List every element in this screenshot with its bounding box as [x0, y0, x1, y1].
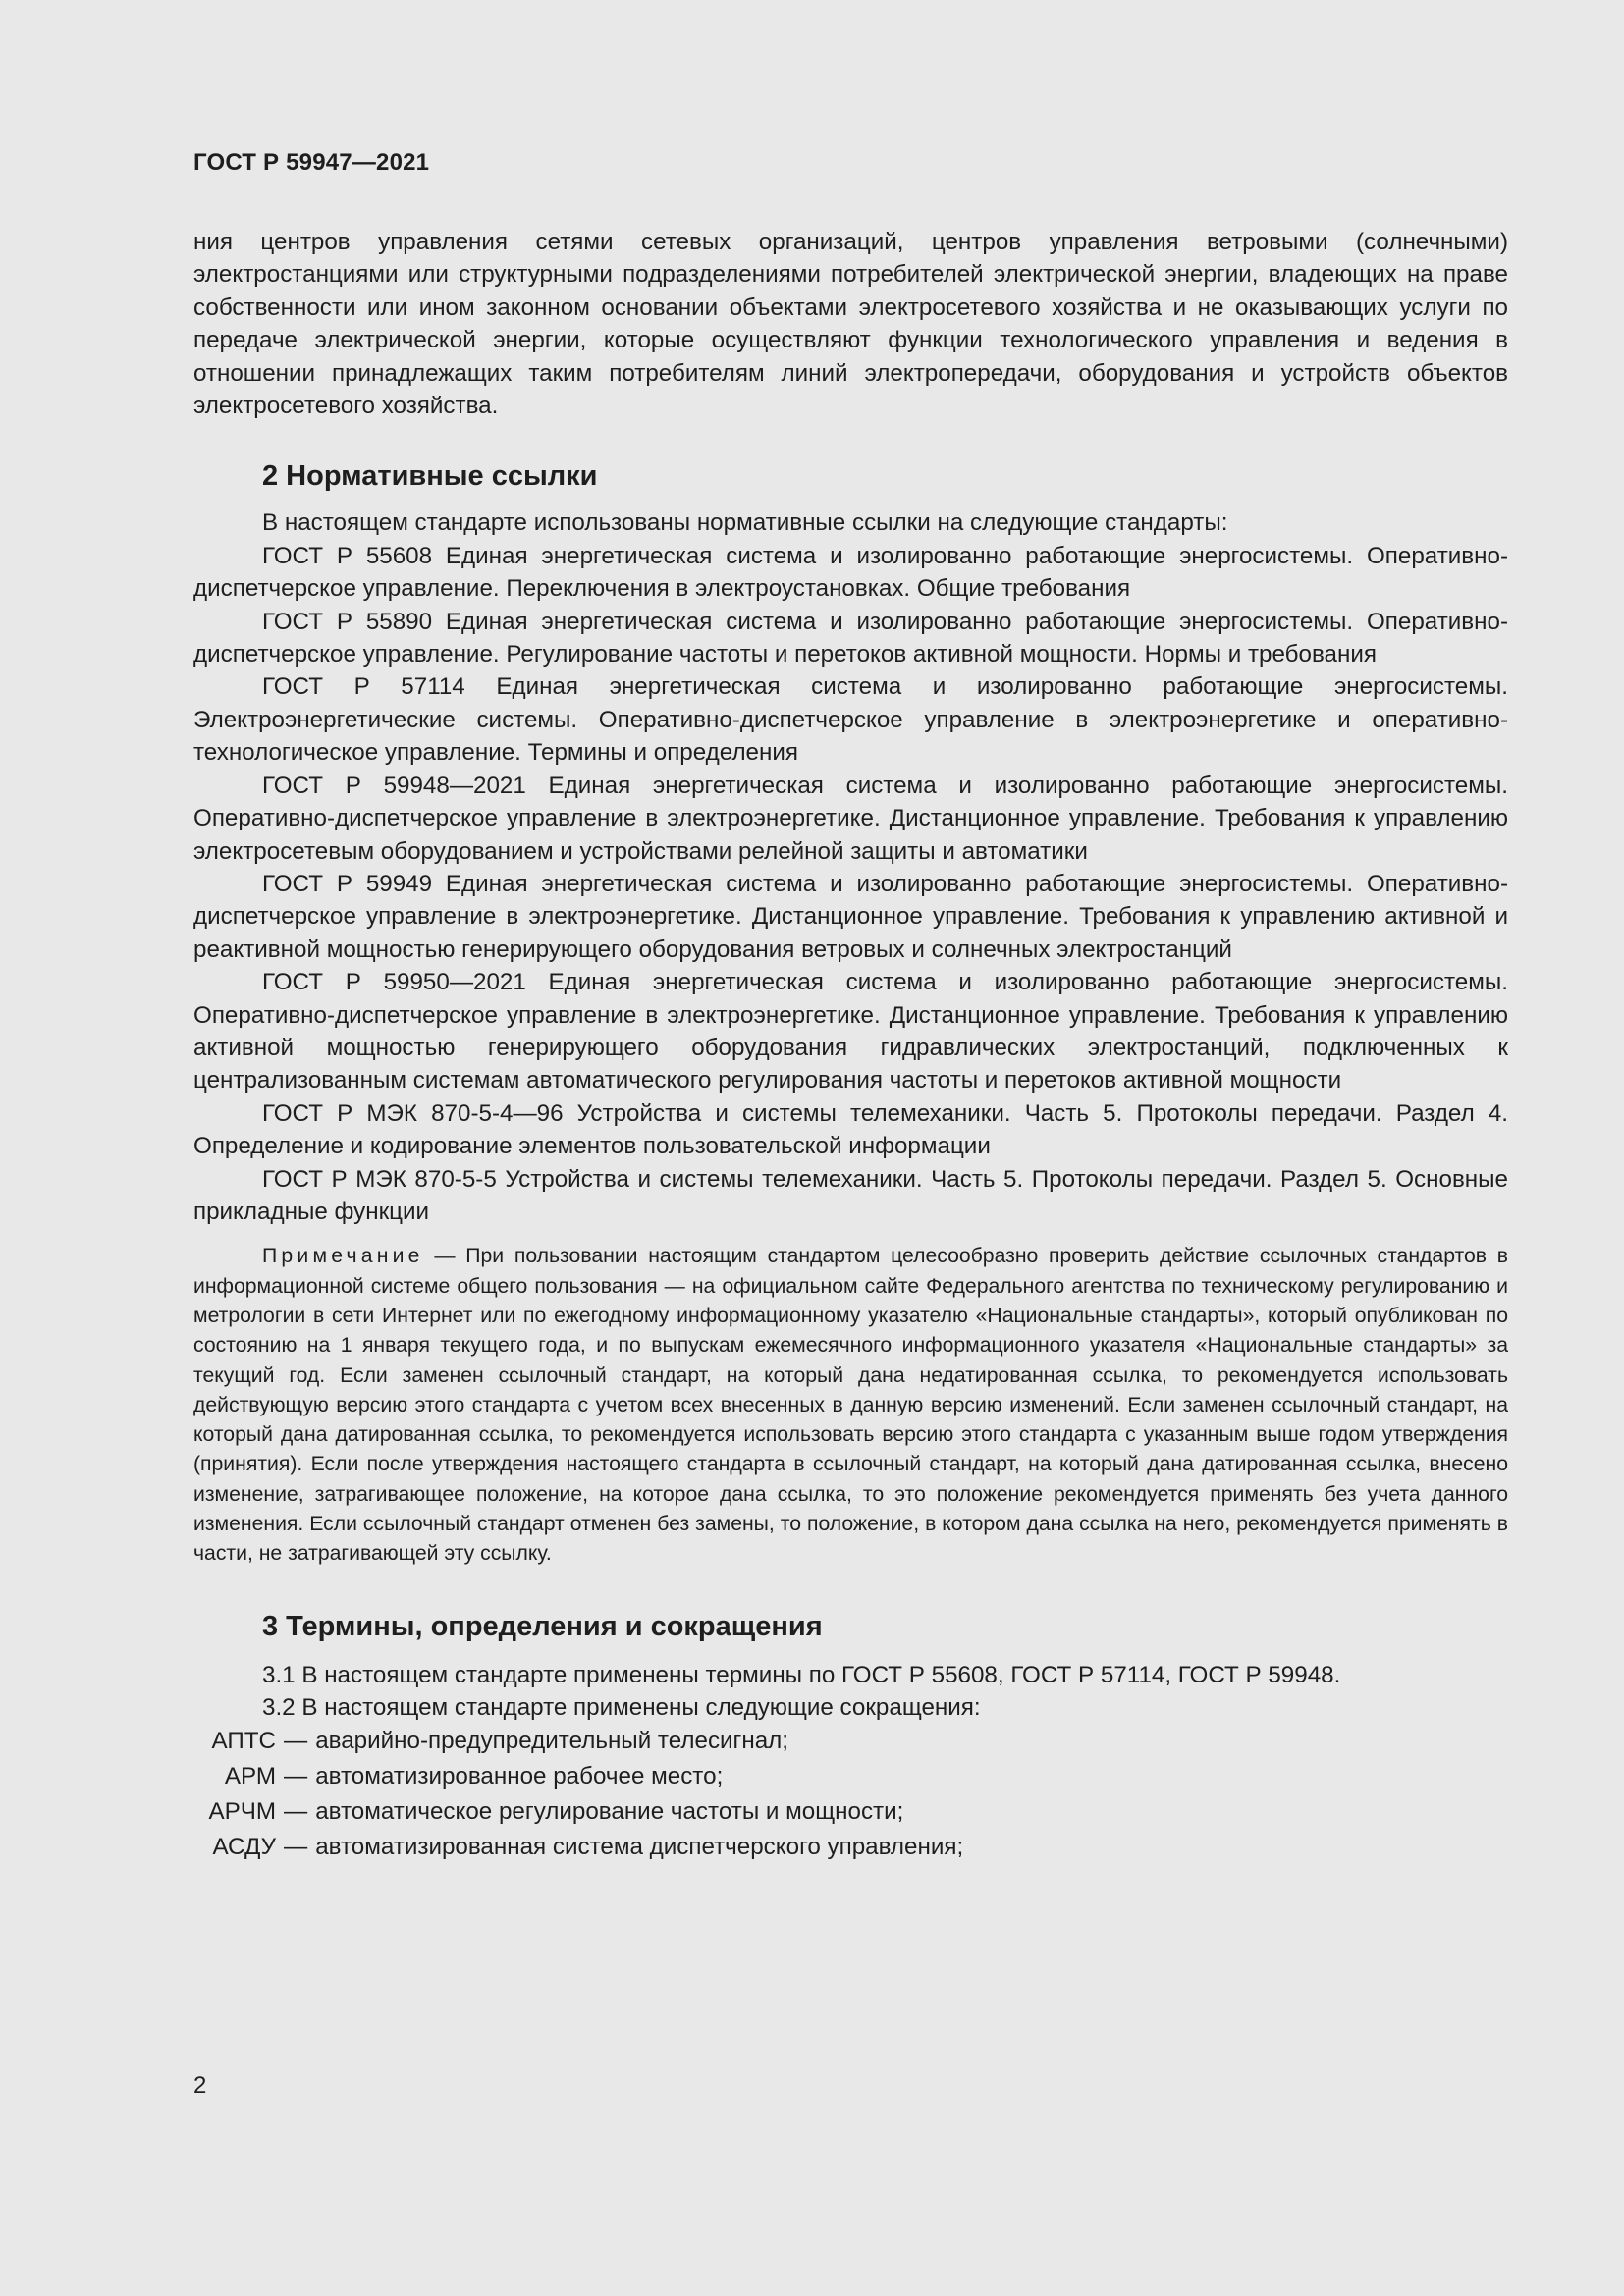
abbreviation-row	[193, 1830, 1508, 1865]
abbreviation-dash: —	[284, 1834, 308, 1861]
reference-item: ГОСТ Р МЭК 870-5-4—96 Устройства и системы телемеханики. Часть 5. Протоколы передачи. Раздел 4. Определение и кодирование элементов пользовательской информации	[193, 1099, 1508, 1160]
page-number: 2	[193, 2072, 207, 2099]
abbreviation-dash: —	[284, 1763, 308, 1790]
reference-item: ГОСТ Р 55608 Единая энергетическая система и изолированно работающие энергосистемы. Оперативно-диспетчерское управление. Переключения в электроустановках. Общие требования	[193, 542, 1508, 603]
abbreviation-list	[193, 1724, 1508, 1865]
intro-paragraph: ния центров управления сетями сетевых организаций, центров управления ветровыми (солнечными) электростанциями или структурными подразделениями потребителей электрической энергии, владеющих на праве собственности или ином законном основании объектами электросетевого хозяйства и не оказывающих услуги по передаче электрической энергии, которые осуществляют функции технологического управления и ведения в отношении принадлежащих таким потребителям линий электропередачи, оборудования и устройств объектов электросетевого хозяйства.	[193, 229, 1508, 420]
section-3-title: 3 Термины, определения и сокращения	[262, 1610, 823, 1642]
reference-note	[193, 1242, 1508, 1569]
abbreviation-row	[193, 1724, 1508, 1759]
abbreviation-row	[193, 1759, 1508, 1794]
abbreviation-definition: автоматическое регулирование частоты и мощности;	[315, 1798, 904, 1826]
abbreviation-term: АСДУ	[212, 1834, 276, 1861]
note-label: Примечание	[262, 1245, 424, 1268]
reference-item: ГОСТ Р 59950—2021 Единая энергетическая система и изолированно работающие энергосистемы. Оперативно-диспетчерское управление в электроэнергетике. Дистанционное управление. Требования к управлению активной мощностью генерирующего оборудования гидравлических электростанций, подключенных к централизованным системам автоматического регулирования частоты и перетоков активной мощности	[193, 969, 1508, 1095]
abbreviation-term: АПТС	[211, 1728, 276, 1755]
page-content	[193, 226, 1508, 1865]
reference-item: ГОСТ Р 59949 Единая энергетическая система и изолированно работающие энергосистемы. Оперативно-диспетчерское управление в электроэнергетике. Дистанционное управление. Требования к управлению активной и реактивной мощностью генерирующего оборудования ветровых и солнечных электростанций	[193, 870, 1508, 963]
section-2-title: 2 Нормативные ссылки	[262, 460, 598, 493]
abbreviation-dash: —	[284, 1728, 308, 1755]
reference-item: ГОСТ Р МЭК 870-5-5 Устройства и системы телемеханики. Часть 5. Протоколы передачи. Раздел 5. Основные прикладные функции	[193, 1165, 1508, 1225]
abbreviation-definition: автоматизированная система диспетчерского управления;	[315, 1834, 964, 1861]
abbreviation-dash: —	[284, 1798, 308, 1826]
section-2-lead: В настоящем стандарте использованы нормативные ссылки на следующие стандарты:	[262, 509, 1228, 537]
note-text: — При пользовании настоящим стандартом целесообразно проверить действие ссылочных стандартов в информационной системе общего пользования — на официальном сайте Федерального агентства по техническому регулированию и метрологии в сети Интернет или по ежегодному информационному указателю «Национальные стандарты», который опубликован по состоянию на 1 января текущего года, и по выпускам ежемесячного информационного указателя «Национальные стандарты» за текущий год. Если заменен ссылочный стандарт, на который дана недатированная ссылка, то рекомендуется использовать действующую версию этого стандарта с учетом всех внесенных в данную версию изменений. Если заменен ссылочный стандарт, на который дана датированная ссылка, то рекомендуется использовать версию этого стандарта с указанным выше годом утверждения (принятия). Если после утверждения настоящего стандарта в ссылочный стандарт, на который дана датированная ссылка, внесено изменение, затрагивающее положение, на которое дана ссылка, то это положение рекомендуется применять без учета данного изменения. Если ссылочный стандарт отменен без замены, то положение, в котором дана ссылка на него, рекомендуется применять в части, не затрагивающей эту ссылку.	[193, 1245, 1508, 1566]
reference-item: ГОСТ Р 57114 Единая энергетическая система и изолированно работающие энергосистемы. Электроэнергетические системы. Оперативно-диспетчерское управление в электроэнергетике и оперативно-технологическое управление. Термины и определения	[193, 673, 1508, 767]
document-header-code: ГОСТ Р 59947—2021	[193, 149, 430, 176]
reference-item: ГОСТ Р 55890 Единая энергетическая система и изолированно работающие энергосистемы. Оперативно-диспетчерское управление. Регулирование частоты и перетоков активной мощности. Нормы и требования	[193, 608, 1508, 668]
abbreviation-term: АРЧМ	[208, 1798, 276, 1826]
abbreviation-row	[193, 1794, 1508, 1830]
abbreviation-definition: аварийно-предупредительный телесигнал;	[315, 1728, 789, 1755]
clause-3-2: 3.2 В настоящем стандарте применены следующие сокращения:	[262, 1694, 981, 1722]
reference-item: ГОСТ Р 59948—2021 Единая энергетическая система и изолированно работающие энергосистемы. Оперативно-диспетчерское управление в электроэнергетике. Дистанционное управление. Требования к управлению электросетевым оборудованием и устройствами релейной защиты и автоматики	[193, 772, 1508, 865]
clause-3-1: 3.1 В настоящем стандарте применены термины по ГОСТ Р 55608, ГОСТ Р 57114, ГОСТ Р 59948.	[262, 1661, 1341, 1688]
abbreviation-definition: автоматизированное рабочее место;	[315, 1763, 724, 1790]
abbreviation-term: АРМ	[224, 1763, 276, 1790]
